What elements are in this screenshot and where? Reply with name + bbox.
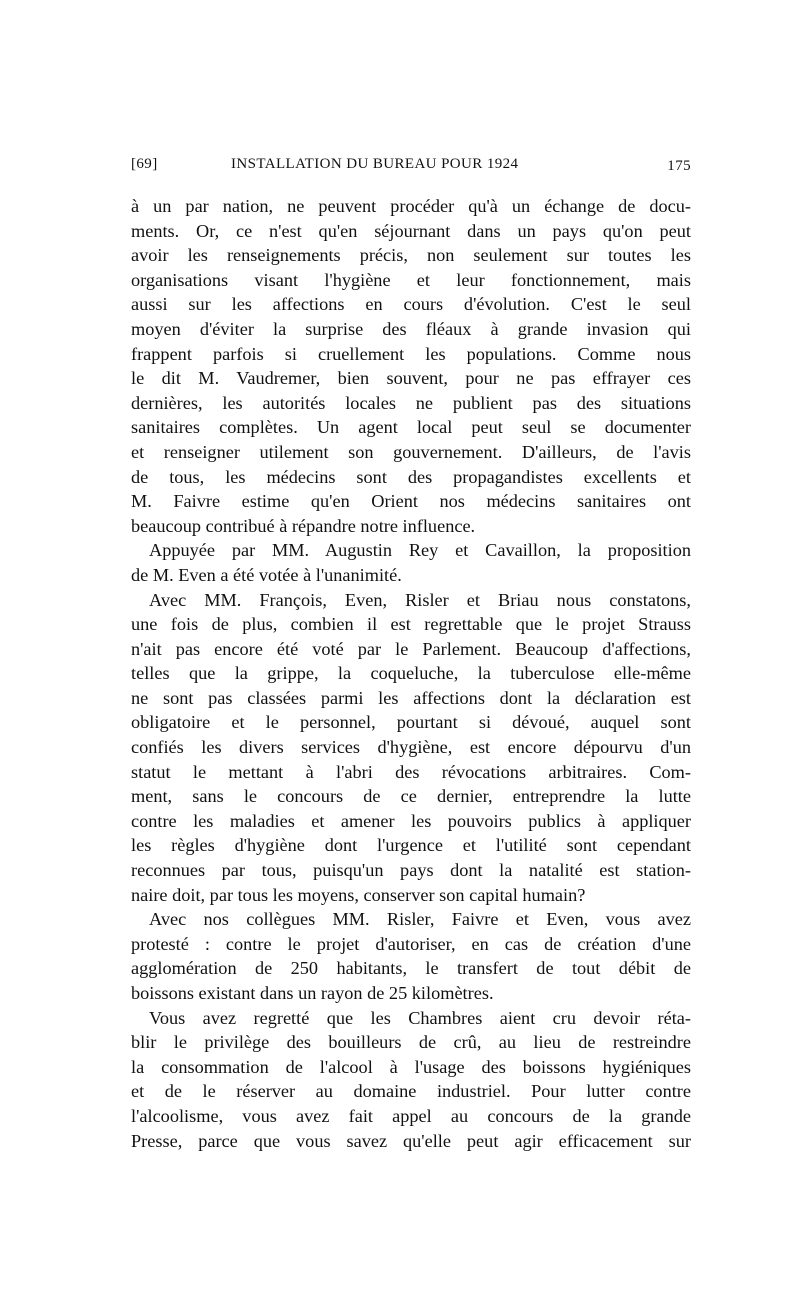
text-line: moyen d'éviter la surprise des fléaux à grande invasion qui	[131, 318, 691, 339]
text-line: boissons existant dans un rayon de 25 kilomètres.	[131, 983, 494, 1003]
text-line: reconnues par tous, puisqu'un pays dont la natalité est station-	[131, 860, 691, 881]
text-line: Vous avez regretté que les Chambres aient cru devoir réta-	[149, 1007, 691, 1028]
text-line: naire doit, par tous les moyens, conserver son capital humain?	[131, 884, 586, 905]
text-line: aussi sur les affections en cours d'évolution. C'est le seul	[131, 294, 691, 315]
text-line: les règles d'hygiène dont l'urgence et l'utilité sont cependant	[131, 835, 691, 856]
text-line: confiés les divers services d'hygiène, est encore dépourvu d'un	[131, 737, 691, 758]
text-line: n'ait pas encore été voté par le Parlement. Beaucoup d'affections,	[131, 638, 691, 659]
text-line: sanitaires complètes. Un agent local peut seul se documenter	[131, 417, 691, 438]
text-line: la consommation de l'alcool à l'usage des boissons hygiéniques	[131, 1056, 691, 1077]
text-line: ment, sans le concours de ce dernier, entreprendre la lutte	[131, 786, 691, 807]
text-line: ne sont pas classées parmi les affections dont la déclaration est	[131, 687, 691, 708]
text-line: frappent parfois si cruellement les populations. Comme nous	[131, 343, 691, 364]
text-line: de M. Even a été votée à l'unanimité.	[131, 564, 402, 585]
running-header	[131, 156, 691, 178]
text-line: M. Faivre estime qu'en Orient nos médecins sanitaires ont	[131, 491, 691, 512]
text-line: agglomération de 250 habitants, le transfert de tout débit de	[131, 958, 691, 979]
text-line: et de le réserver au domaine industriel. Pour lutter contre	[131, 1081, 691, 1102]
text-line: une fois de plus, combien il est regrettable que le projet Strauss	[131, 614, 691, 635]
text-line: avoir les renseignements précis, non seulement sur toutes les	[131, 245, 691, 266]
text-line: beaucoup contribué à répandre notre influence.	[131, 515, 476, 536]
running-title: INSTALLATION DU BUREAU POUR 1924	[231, 156, 519, 172]
text-line: de tous, les médecins sont des propagandistes excellents et	[131, 466, 691, 487]
text-line: ments. Or, ce n'est qu'en séjournant dans un pays qu'on peut	[131, 220, 691, 241]
text-line: organisations visant l'hygiène et leur fonctionnement, mais	[131, 269, 691, 290]
section-marker: [69]	[131, 156, 158, 172]
text-line: statut le mettant à l'abri des révocations arbitraires. Com-	[131, 761, 691, 782]
text-line: l'alcoolisme, vous avez fait appel au concours de la grande	[131, 1105, 691, 1126]
body-text	[131, 194, 691, 1153]
text-line: le dit M. Vaudremer, bien souvent, pour ne pas effrayer ces	[131, 368, 691, 389]
text-line: dernières, les autorités locales ne publient pas des situations	[131, 392, 691, 413]
text-line: telles que la grippe, la coqueluche, la tuberculose elle-même	[131, 663, 691, 684]
page-number: 175	[667, 158, 691, 174]
text-line: Avec nos collègues MM. Risler, Faivre et Even, vous avez	[149, 909, 691, 930]
text-line: blir le privilège des bouilleurs de crû, au lieu de restreindre	[131, 1032, 691, 1053]
text-line: protesté : contre le projet d'autoriser, en cas de création d'une	[131, 933, 691, 954]
text-line: à un par nation, ne peuvent procéder qu'à un échange de docu-	[131, 196, 691, 216]
text-line: Appuyée par MM. Augustin Rey et Cavaillon, la proposition	[149, 540, 691, 561]
text-line: et renseigner utilement son gouvernement. D'ailleurs, de l'avis	[131, 441, 691, 462]
text-line: Presse, parce que vous savez qu'elle peut agir efficacement sur	[131, 1130, 691, 1151]
text-line: Avec MM. François, Even, Risler et Briau nous constatons,	[149, 589, 691, 610]
text-line: obligatoire et le personnel, pourtant si dévoué, auquel sont	[131, 712, 691, 733]
text-line: contre les maladies et amener les pouvoirs publics à appliquer	[131, 810, 691, 831]
